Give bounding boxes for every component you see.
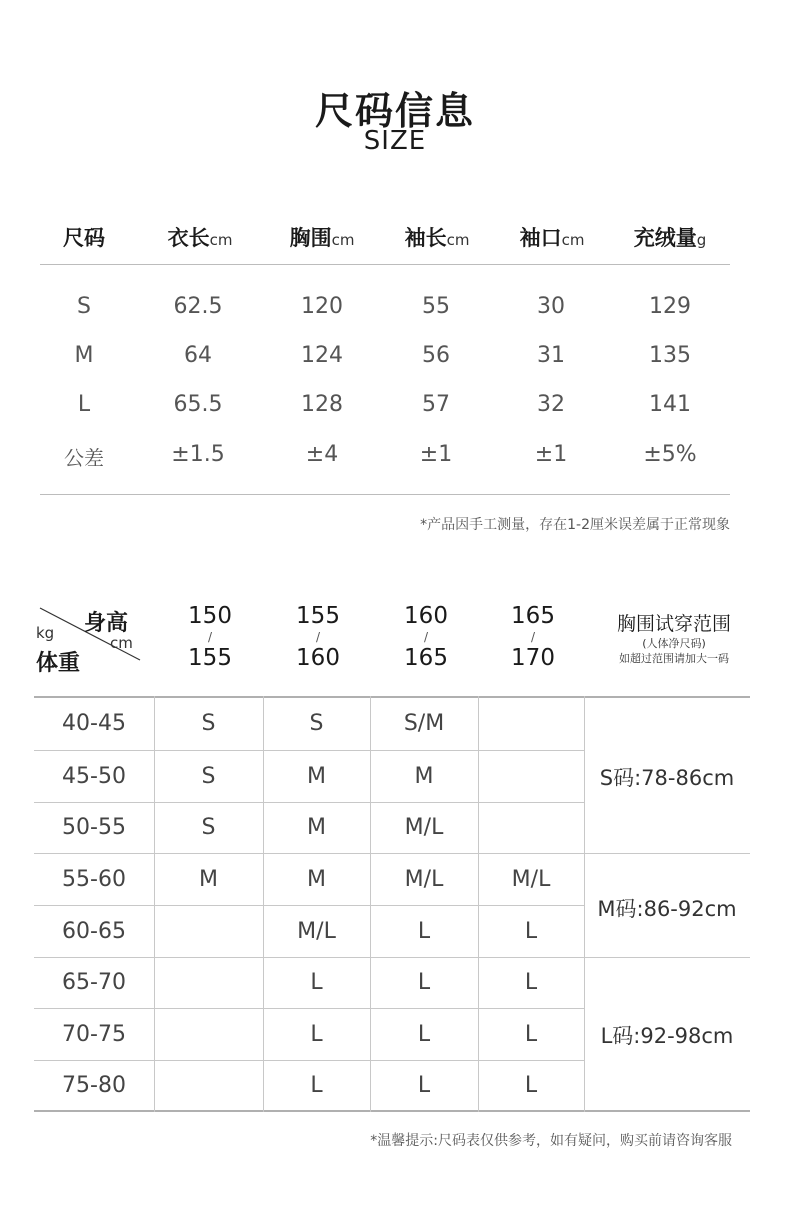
weight-cell: 50-55 xyxy=(62,815,126,840)
height-unit: cm xyxy=(110,634,133,652)
header-sleeve-length: 袖长cm xyxy=(404,226,470,250)
height-column-header: 155 / 160 xyxy=(296,603,340,671)
cell-cuff: 30 xyxy=(537,294,565,319)
cell-fill: 135 xyxy=(649,343,691,368)
cell-fill: 129 xyxy=(649,294,691,319)
header-size: 尺码 xyxy=(63,226,105,250)
cell-cuff: 31 xyxy=(537,343,565,368)
size-cell xyxy=(154,1009,263,1061)
header-length: 衣长cm xyxy=(167,226,233,250)
size-cell: M xyxy=(307,764,326,789)
weight-unit: kg xyxy=(36,624,55,642)
cell-sleeve: 57 xyxy=(422,392,450,417)
weight-cell: 40-45 xyxy=(62,711,126,736)
size-cell: M xyxy=(414,764,434,789)
size-cell: M/L xyxy=(404,867,444,892)
size-cell: L xyxy=(524,919,538,944)
cell-size: L xyxy=(77,392,91,417)
size-cell: M xyxy=(307,867,326,892)
weight-cell: 60-65 xyxy=(62,919,126,944)
size-cell: S xyxy=(309,711,324,736)
size-cell: M/L xyxy=(511,867,551,892)
table-row xyxy=(0,343,790,373)
chest-range-s: S码:78-86cm xyxy=(599,766,735,790)
size-cell: L xyxy=(524,1022,538,1047)
cell-cuff: 32 xyxy=(537,392,565,417)
height-column-header: 160 / 165 xyxy=(404,603,448,671)
weight-cell: 75-80 xyxy=(62,1073,126,1098)
size-cell xyxy=(154,906,263,958)
height-column-header: 165 / 170 xyxy=(511,603,555,671)
size-cell: S xyxy=(201,764,216,789)
size-cell: M xyxy=(307,815,326,840)
size-cell: L xyxy=(417,1022,431,1047)
size-cell: L xyxy=(417,970,431,995)
size-cell: S xyxy=(201,711,216,736)
height-column-header: 150 / 155 xyxy=(188,603,232,671)
size-cell: L xyxy=(417,1073,431,1098)
cell-cuff: ±1 xyxy=(534,442,568,467)
cell-fill: 141 xyxy=(649,392,691,417)
page-title: 尺码信息 xyxy=(314,89,475,133)
size-cell: M/L xyxy=(404,815,444,840)
cell-size: 公差 xyxy=(64,446,104,470)
table-row xyxy=(0,294,790,324)
height-label: 身高 xyxy=(84,611,129,636)
cell-sleeve: 55 xyxy=(422,294,450,319)
weight-cell: 65-70 xyxy=(62,970,126,995)
cell-sleeve: 56 xyxy=(422,343,450,368)
table-row xyxy=(0,392,790,422)
size-cell: S xyxy=(201,815,216,840)
size-cell xyxy=(154,957,263,1009)
measurement-note: *产品因手工测量，存在1-2厘米误差属于正常现象 xyxy=(420,517,730,533)
size-table-top-rule xyxy=(40,264,730,265)
cell-sleeve: ±1 xyxy=(419,442,453,467)
size-cell: L xyxy=(524,1073,538,1098)
cell-chest: 128 xyxy=(301,392,343,417)
weight-cell: 70-75 xyxy=(62,1022,126,1047)
cell-chest: 124 xyxy=(301,343,343,368)
size-cell xyxy=(478,698,584,750)
weight-cell: 55-60 xyxy=(62,867,126,892)
size-cell: L xyxy=(310,1073,323,1098)
fit-grid xyxy=(34,696,750,1112)
header-chest: 胸围cm xyxy=(289,226,355,250)
cell-chest: ±4 xyxy=(305,442,339,467)
reference-note: *温馨提示:尺码表仅供参考，如有疑问，购买前请咨询客服 xyxy=(370,1133,732,1149)
table-row xyxy=(0,442,790,472)
size-cell xyxy=(154,1060,263,1112)
size-cell: M xyxy=(199,867,218,892)
corner-header xyxy=(36,604,146,674)
size-table-header xyxy=(0,222,790,254)
size-cell: L xyxy=(310,970,323,995)
cell-length: ±1.5 xyxy=(171,442,225,467)
size-cell xyxy=(478,751,584,803)
cell-size: S xyxy=(77,294,91,319)
cell-length: 64 xyxy=(184,343,212,368)
page-subtitle: SIZE xyxy=(363,126,427,156)
size-cell xyxy=(478,802,584,854)
weight-cell: 45-50 xyxy=(62,764,126,789)
size-cell: L xyxy=(310,1022,323,1047)
chest-range-l: L码:92-98cm xyxy=(600,1024,734,1048)
cell-length: 65.5 xyxy=(173,392,223,417)
size-table-bottom-rule xyxy=(40,494,730,495)
cell-fill: ±5% xyxy=(643,442,697,467)
size-cell: M/L xyxy=(297,919,336,944)
size-cell: S/M xyxy=(403,711,445,736)
cell-chest: 120 xyxy=(301,294,343,319)
size-cell: L xyxy=(524,970,538,995)
weight-label: 体重 xyxy=(36,651,81,676)
chest-range-m: M码:86-92cm xyxy=(597,897,737,921)
chest-range-header: 胸围试穿范围 (人体净尺码) 如超过范围请加大一码 xyxy=(616,613,732,665)
header-down-fill: 充绒量g xyxy=(633,226,707,250)
cell-length: 62.5 xyxy=(173,294,223,319)
size-cell: L xyxy=(417,919,431,944)
cell-size: M xyxy=(74,343,94,368)
header-cuff: 袖口cm xyxy=(519,226,585,250)
